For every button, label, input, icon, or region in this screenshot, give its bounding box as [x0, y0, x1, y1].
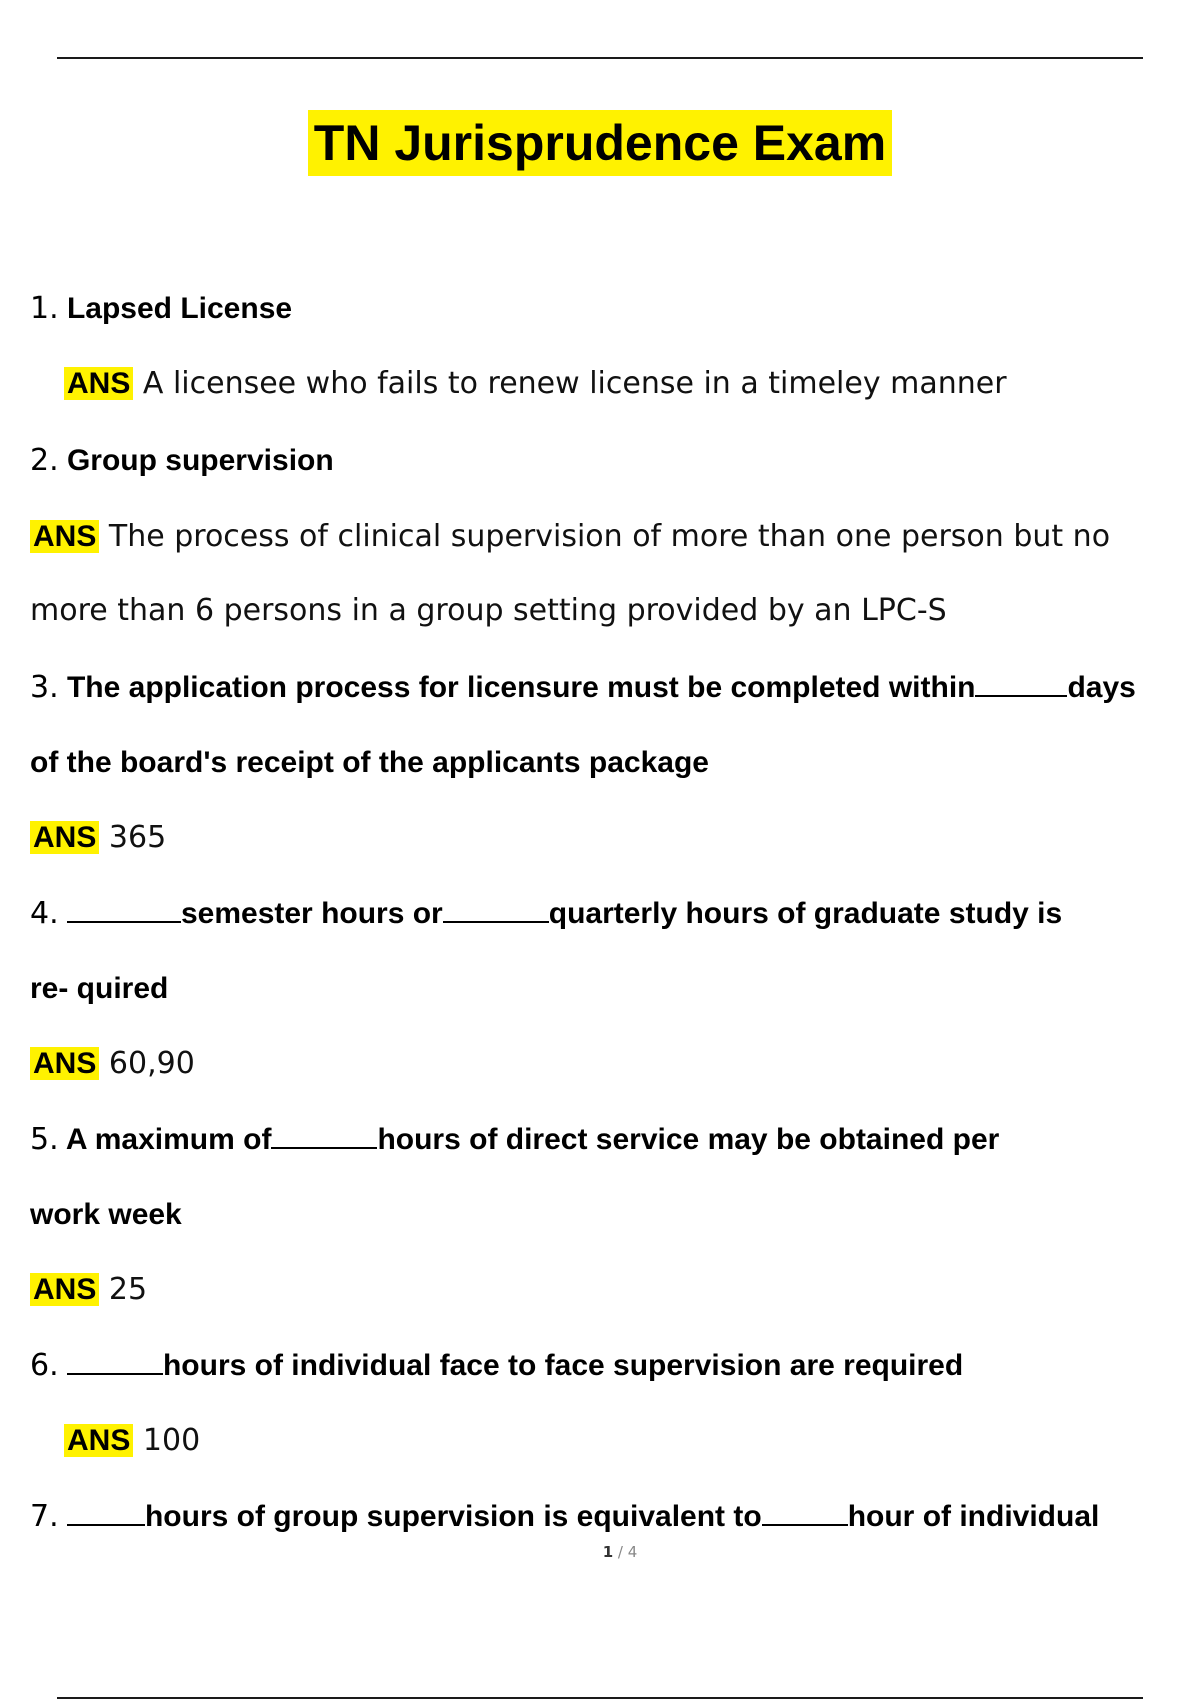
fill-in-blank [443, 897, 549, 923]
answer-label: ANS [64, 1424, 133, 1457]
answer-text: 25 [108, 1272, 148, 1307]
question-5 [30, 1120, 999, 1160]
question-2 [30, 441, 334, 481]
question-text: Lapsed License [66, 292, 293, 325]
answer-label: ANS [30, 520, 99, 553]
answer-text: The process of clinical supervision of more than one person but no [108, 519, 1111, 554]
question-text: hour of individual [847, 1500, 1100, 1533]
answer-label: ANS [64, 367, 133, 400]
question-number: 7. [30, 1499, 59, 1534]
title-container [0, 110, 1200, 176]
fill-in-blank [67, 1500, 145, 1526]
question-1 [30, 289, 292, 329]
page-separator: / [617, 1543, 623, 1561]
top-rule [57, 57, 1143, 59]
answer-6 [64, 1421, 200, 1461]
answer-text: 60,90 [108, 1046, 195, 1081]
answer-text: 365 [108, 820, 167, 855]
fill-in-blank [67, 1349, 163, 1375]
question-text: A maximum of [65, 1123, 272, 1156]
question-number: 4. [30, 896, 59, 931]
question-text: hours of direct service may be obtained per [377, 1123, 1000, 1156]
fill-in-blank [975, 671, 1067, 697]
question-text: Group supervision [66, 444, 334, 477]
answer-5 [30, 1270, 147, 1310]
answer-label: ANS [30, 1273, 99, 1306]
question-6 [30, 1346, 963, 1386]
answer-2-continued [30, 591, 947, 631]
answer-label: ANS [30, 821, 99, 854]
page-indicator [0, 1543, 1200, 1561]
question-3-continued [30, 743, 709, 783]
question-number: 1. [30, 291, 59, 326]
answer-text: A licensee who fails to renew license in a timeley manner [142, 366, 1007, 401]
document-title: TN Jurisprudence Exam [308, 110, 892, 176]
question-text: hours of individual face to face supervision are required [162, 1349, 964, 1382]
bottom-rule [57, 1697, 1143, 1699]
question-number: 3. [30, 670, 59, 705]
question-text: work week [30, 1198, 182, 1231]
question-4 [30, 894, 1062, 934]
question-text: of the board's receipt of the applicants package [30, 746, 709, 779]
question-text: The application process for licensure must be completed within [66, 671, 976, 704]
answer-text: more than 6 persons in a group setting provided by an LPC-S [30, 593, 947, 628]
answer-text: 100 [142, 1423, 201, 1458]
question-number: 2. [30, 443, 59, 478]
fill-in-blank [67, 897, 181, 923]
question-7 [30, 1497, 1099, 1537]
answer-2 [30, 517, 1110, 557]
answer-label: ANS [30, 1047, 99, 1080]
question-text: days [1067, 671, 1136, 704]
question-text: quarterly hours of graduate study is [548, 897, 1063, 930]
fill-in-blank [762, 1500, 848, 1526]
question-text: hours of group supervision is equivalent to [144, 1500, 762, 1533]
question-3 [30, 668, 1136, 708]
answer-3 [30, 818, 166, 858]
question-5-continued [30, 1195, 182, 1235]
total-pages: 4 [627, 1543, 638, 1561]
question-number: 6. [30, 1348, 59, 1383]
answer-1 [64, 364, 1007, 404]
question-text: re- quired [30, 972, 169, 1005]
question-text: semester hours or [180, 897, 443, 930]
current-page: 1 [602, 1543, 614, 1561]
answer-4 [30, 1044, 195, 1084]
question-4-continued [30, 969, 168, 1009]
fill-in-blank [271, 1123, 377, 1149]
question-number: 5. [30, 1122, 59, 1157]
